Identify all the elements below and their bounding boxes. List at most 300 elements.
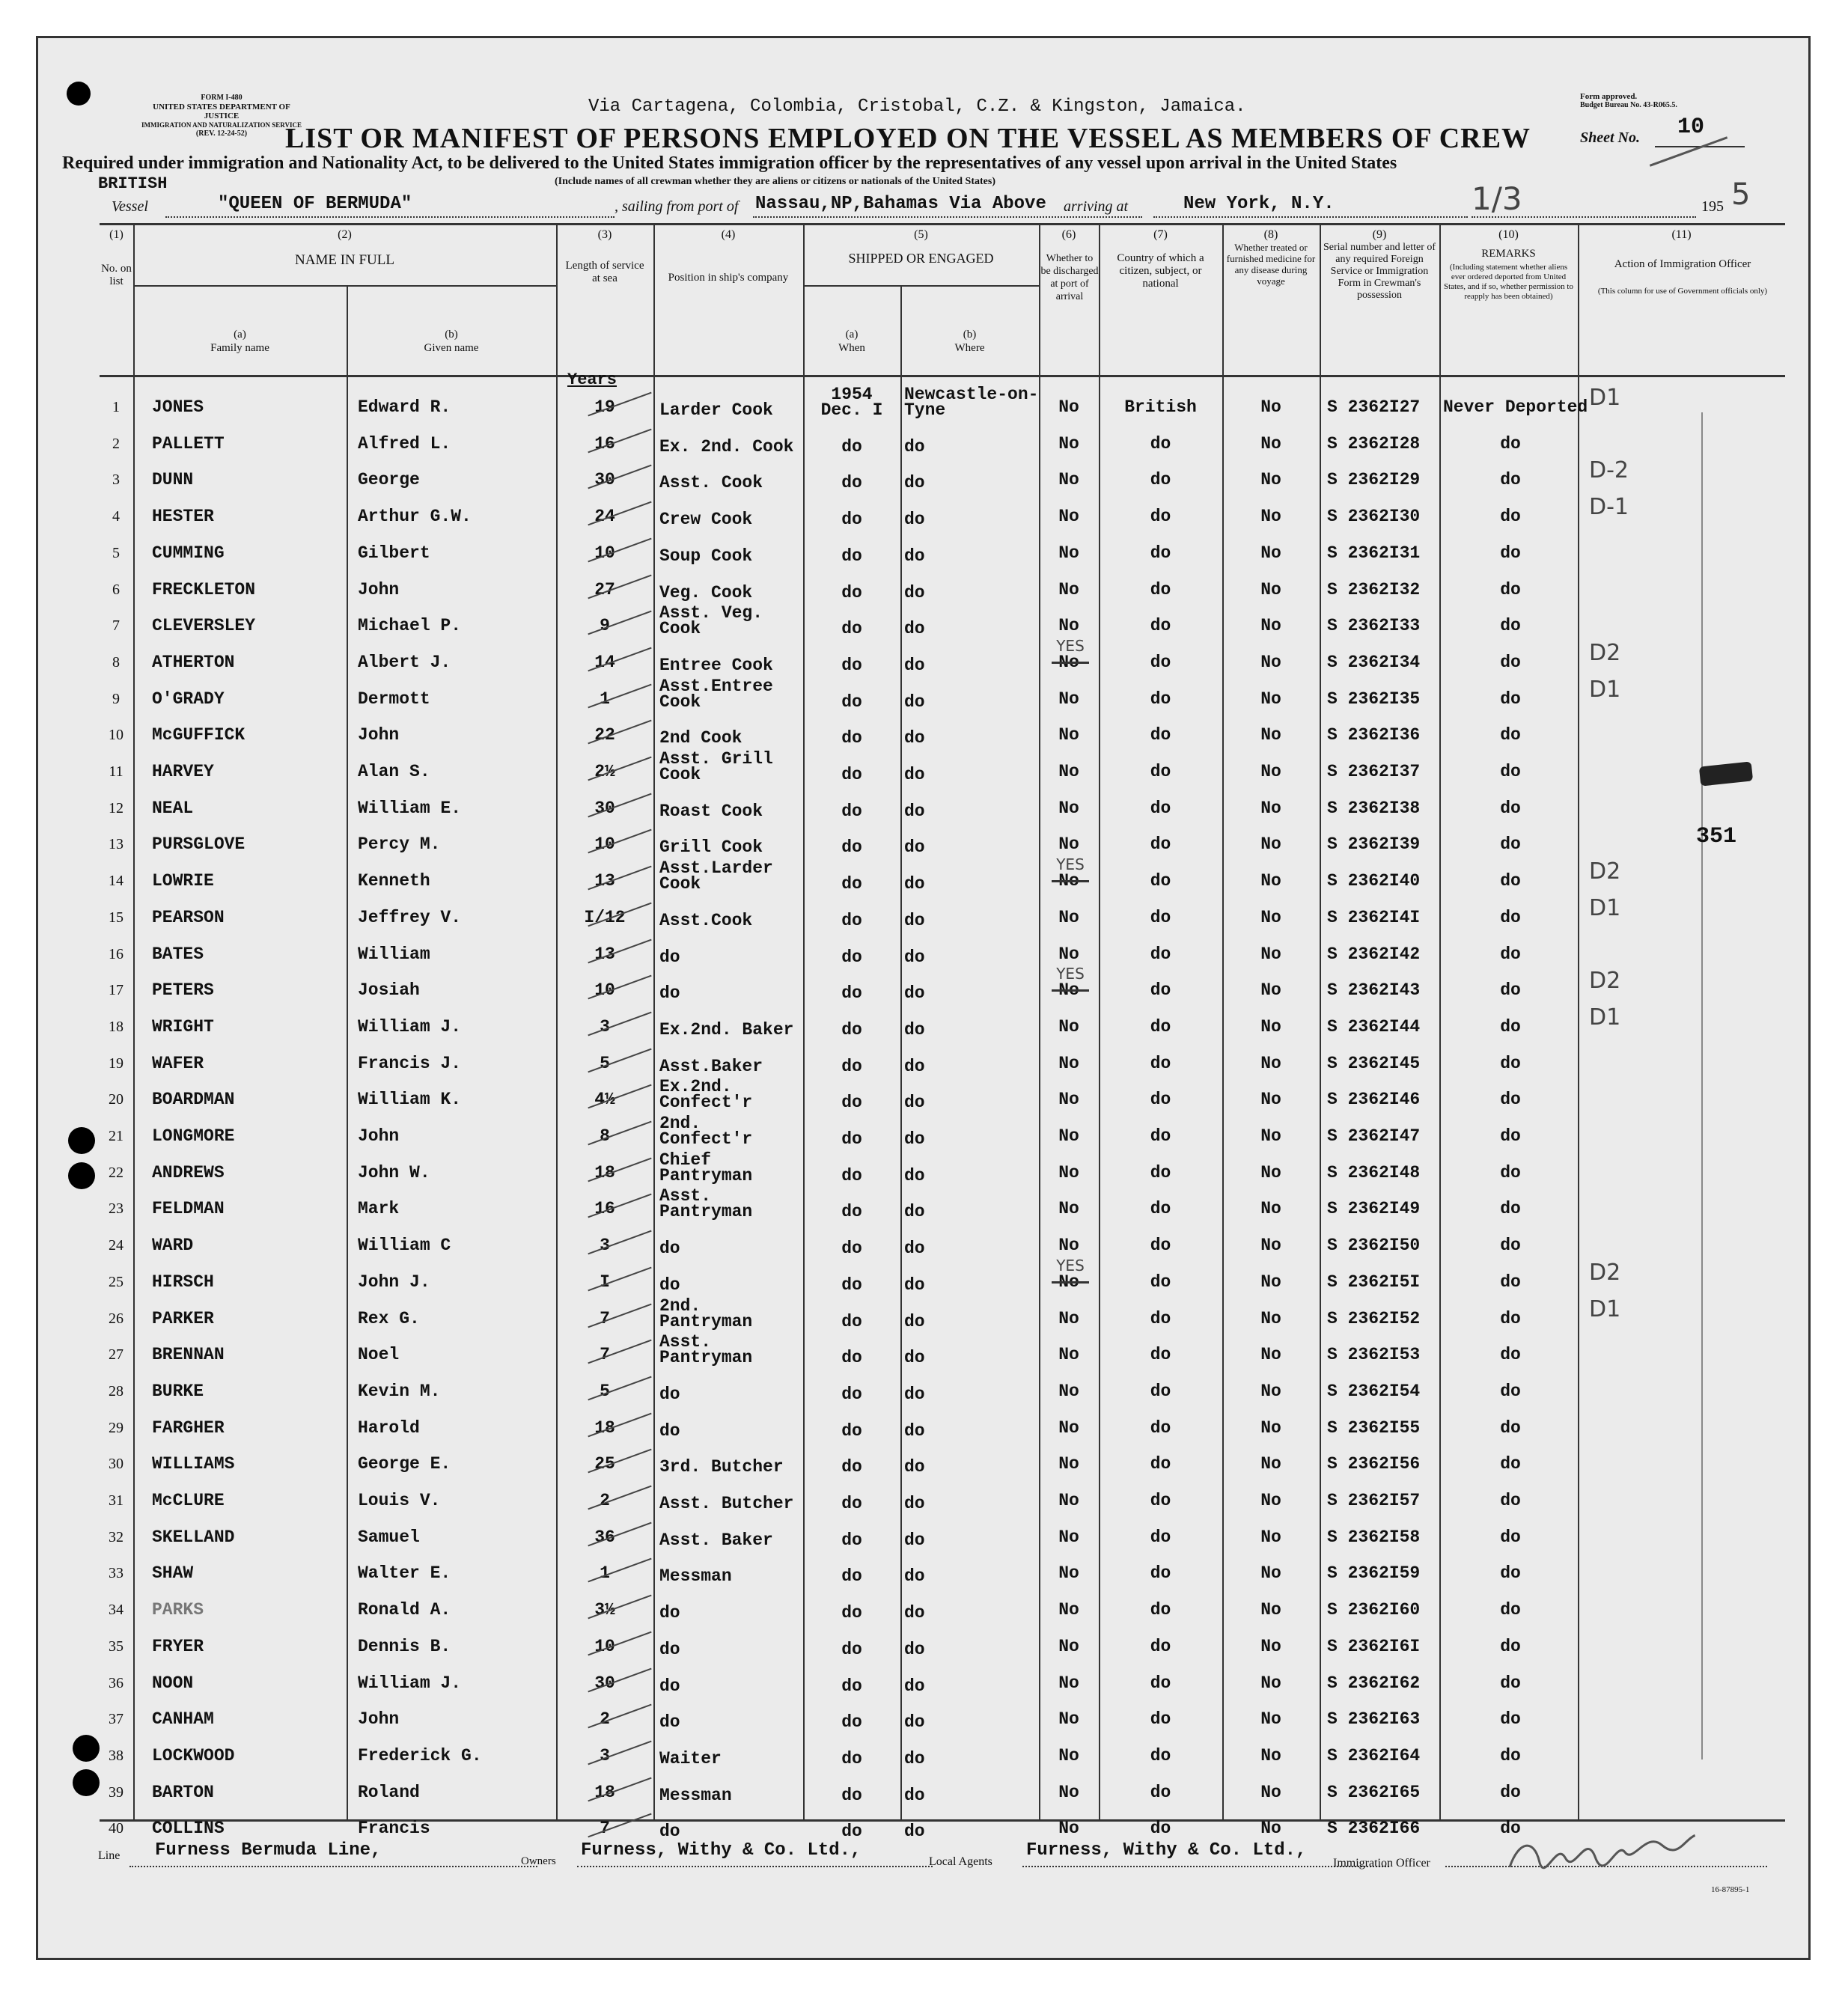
cell-remarks: do <box>1500 689 1521 709</box>
line-underline <box>129 1866 537 1867</box>
table-row <box>100 1658 1785 1695</box>
cell-serial: S 2362I49 <box>1327 1199 1421 1219</box>
cell-serial: S 2362I53 <box>1327 1345 1421 1365</box>
cell-when: do <box>841 1093 862 1113</box>
sailing-label: , sailing from port of <box>615 198 739 215</box>
cell-remarks: do <box>1500 1162 1521 1182</box>
cell-serial: S 2362I60 <box>1327 1600 1421 1620</box>
col5-number: (5) <box>914 228 928 241</box>
col11-subheader: (This column for use of Government officials only) <box>1597 287 1768 296</box>
col5b-header: Where <box>954 342 985 354</box>
row-number: 34 <box>109 1602 123 1619</box>
cell-service: 7 <box>600 1308 610 1328</box>
cell-position: Asst. Butcher <box>659 1494 794 1513</box>
cell-family: SKELLAND <box>152 1527 235 1547</box>
cell-when: do <box>841 1748 862 1768</box>
cell-where: do <box>904 1056 925 1076</box>
cell-position: do <box>659 983 680 1004</box>
row-number: 22 <box>109 1164 123 1181</box>
cell-position: do <box>659 1239 680 1259</box>
cell-position: Messman <box>659 1566 732 1587</box>
cell-position: do <box>659 1603 680 1623</box>
cell-when: do <box>841 874 862 894</box>
cell-service: 1 <box>600 689 610 709</box>
cell-where: do <box>904 983 925 1004</box>
cell-country: do <box>1150 1527 1171 1547</box>
cell-country: do <box>1150 616 1171 636</box>
cell-discharge: No <box>1058 871 1079 891</box>
cell-serial: S 2362I34 <box>1327 652 1421 672</box>
cell-where: do <box>904 1676 925 1696</box>
cell-discharge: No <box>1058 652 1079 672</box>
cell-when: do <box>841 1348 862 1368</box>
cell-family: PEARSON <box>152 907 225 927</box>
cell-where: do <box>904 1603 925 1623</box>
cell-discharge: No <box>1058 470 1079 490</box>
cell-given: Edward R. <box>358 397 451 417</box>
table-row <box>100 819 1785 856</box>
punch-hole <box>73 1769 100 1796</box>
cell-action: D1 <box>1589 1295 1621 1322</box>
cell-discharge: No <box>1058 1236 1079 1256</box>
cell-position: Asst.Cook <box>659 910 753 930</box>
cell-remarks: do <box>1500 907 1521 927</box>
row-number: 39 <box>109 1783 123 1801</box>
col10-number: (10) <box>1498 228 1519 241</box>
cell-medicine: No <box>1260 507 1281 527</box>
cell-family: NOON <box>152 1673 194 1693</box>
cell-country: do <box>1150 1272 1171 1292</box>
table-row <box>100 1622 1785 1658</box>
table-row <box>100 893 1785 930</box>
cell-service: 25 <box>594 1454 615 1474</box>
form-id: FORM I-480 <box>201 94 243 102</box>
cell-country: do <box>1150 1782 1171 1802</box>
cell-service: 3 <box>600 1236 610 1256</box>
cell-family: FARGHER <box>152 1417 225 1438</box>
row-number: 20 <box>109 1091 123 1108</box>
cell-position: do <box>659 1676 680 1696</box>
cell-medicine: No <box>1260 1236 1281 1256</box>
row-number: 6 <box>112 581 120 598</box>
cell-where: do <box>904 1420 925 1441</box>
col2-number: (2) <box>338 228 352 241</box>
cell-given: Arthur G.W. <box>358 507 472 527</box>
cell-discharge: No <box>1058 1016 1079 1037</box>
cell-discharge: No <box>1058 1126 1079 1146</box>
cell-service: 36 <box>594 1527 615 1547</box>
cell-discharge: No <box>1058 1272 1079 1292</box>
cell-position: Asst. Cook <box>659 473 763 493</box>
cell-family: HARVEY <box>152 762 214 781</box>
cell-medicine: No <box>1260 616 1281 636</box>
table-row <box>100 601 1785 638</box>
cell-where: do <box>904 692 925 712</box>
cell-country: do <box>1150 907 1171 927</box>
nationality-stamp: BRITISH <box>98 174 168 193</box>
cell-position: Ex.2nd. Baker <box>659 1019 794 1040</box>
cell-when: do <box>841 910 862 930</box>
cell-remarks: do <box>1500 980 1521 1001</box>
cell-service: 18 <box>594 1417 615 1438</box>
cell-service: 19 <box>594 397 615 417</box>
strikethrough <box>1052 880 1089 882</box>
cell-when: do <box>841 1603 862 1623</box>
cell-serial: S 2362I52 <box>1327 1308 1421 1328</box>
cell-serial: S 2362I40 <box>1327 871 1421 891</box>
cell-remarks: do <box>1500 762 1521 781</box>
cell-discharge: No <box>1058 1600 1079 1620</box>
cell-discharge: No <box>1058 689 1079 709</box>
table-row <box>100 1731 1785 1768</box>
cell-serial: S 2362I66 <box>1327 1819 1421 1839</box>
cell-service: 14 <box>594 652 615 672</box>
row-number: 37 <box>109 1711 123 1728</box>
cell-serial: S 2362I45 <box>1327 1053 1421 1073</box>
cell-serial: S 2362I64 <box>1327 1745 1421 1765</box>
cell-family: WAFER <box>152 1053 204 1073</box>
cell-country: do <box>1150 1126 1171 1146</box>
cell-when: 1954 Dec. I <box>820 385 883 420</box>
cell-remarks: do <box>1500 1673 1521 1693</box>
table-row <box>100 1330 1785 1367</box>
cell-position: Asst.Baker <box>659 1056 763 1076</box>
vessel-label: Vessel <box>112 198 148 215</box>
cell-remarks: do <box>1500 798 1521 818</box>
cell-serial: S 2362I48 <box>1327 1162 1421 1182</box>
cell-when: do <box>841 1420 862 1441</box>
cell-action: D1 <box>1589 894 1621 921</box>
row-number: 19 <box>109 1054 123 1072</box>
cell-country: do <box>1150 1016 1171 1037</box>
crew-rows <box>100 382 1785 1842</box>
cell-country: do <box>1150 652 1171 672</box>
cell-country: do <box>1150 1199 1171 1219</box>
row-number: 31 <box>109 1492 123 1509</box>
cell-service: 3 <box>600 1016 610 1037</box>
cell-given: Michael P. <box>358 616 462 636</box>
table-row <box>100 528 1785 565</box>
cell-discharge: No <box>1058 1636 1079 1656</box>
col1-header: No. on list <box>101 263 132 287</box>
cell-discharge: No <box>1058 1053 1079 1073</box>
cell-discharge: No <box>1058 725 1079 745</box>
cell-service: 13 <box>594 871 615 891</box>
years-label: Years <box>567 370 617 389</box>
sailing-underline <box>753 216 1142 218</box>
cell-when: do <box>841 1129 862 1149</box>
cell-family: CLEVERSLEY <box>152 616 256 636</box>
cell-serial: S 2362I33 <box>1327 616 1421 636</box>
cell-where: do <box>904 510 925 530</box>
cell-service: 22 <box>594 725 615 745</box>
cell-medicine: No <box>1260 1745 1281 1765</box>
col5a-label: (a) <box>845 329 859 341</box>
cell-discharge: No <box>1058 1199 1079 1219</box>
cell-country: do <box>1150 762 1171 781</box>
table-row <box>100 1221 1785 1257</box>
cell-given: Harold <box>358 1417 420 1438</box>
cell-medicine: No <box>1260 1636 1281 1656</box>
row-number: 2 <box>112 435 120 452</box>
cell-medicine: No <box>1260 1527 1281 1547</box>
cell-country: do <box>1150 1745 1171 1765</box>
table-row <box>100 492 1785 528</box>
cell-family: ATHERTON <box>152 652 235 672</box>
cell-medicine: No <box>1260 725 1281 745</box>
cell-serial: S 2362I35 <box>1327 689 1421 709</box>
cell-remarks: do <box>1500 1563 1521 1584</box>
cell-service: 10 <box>594 1636 615 1656</box>
col3-header: Length of service at sea <box>565 260 644 284</box>
cell-position: Waiter <box>659 1748 722 1768</box>
col10-subheader: (Including statement whether aliens ever ordered deported from United States, and if so, whether permission to reapply has been obtained) <box>1444 263 1573 301</box>
row-number: 38 <box>109 1747 123 1764</box>
cell-family: McGUFFICK <box>152 725 246 745</box>
cell-serial: S 2362I36 <box>1327 725 1421 745</box>
col8-number: (8) <box>1263 228 1278 241</box>
row-number: 40 <box>109 1820 123 1837</box>
cell-discharge: No <box>1058 1709 1079 1730</box>
cell-where: do <box>904 1348 925 1368</box>
pencil-mark <box>1650 136 1727 166</box>
arrival-date-handwritten: 1/3 <box>1472 180 1522 217</box>
cell-remarks: Never Deported <box>1443 397 1588 417</box>
strikethrough <box>1052 989 1089 992</box>
cell-medicine: No <box>1260 871 1281 891</box>
col6-number: (6) <box>1061 228 1076 241</box>
cell-position: Roast Cook <box>659 801 763 821</box>
cell-country: do <box>1150 1308 1171 1328</box>
cell-when: do <box>841 1384 862 1404</box>
table-row <box>100 856 1785 893</box>
cell-medicine: No <box>1260 543 1281 563</box>
cell-where: do <box>904 582 925 602</box>
cell-where: do <box>904 1530 925 1550</box>
cell-remarks: do <box>1500 1053 1521 1073</box>
officer-label: Immigration Officer <box>1333 1857 1430 1870</box>
cell-position: 2nd. Confect'r <box>659 1114 753 1149</box>
cell-given: Jeffrey V. <box>358 907 462 927</box>
cell-country: do <box>1150 1673 1171 1693</box>
cell-medicine: No <box>1260 944 1281 964</box>
cell-remarks: do <box>1500 1308 1521 1328</box>
cell-serial: S 2362I46 <box>1327 1090 1421 1110</box>
cell-family: WARD <box>152 1236 194 1256</box>
cell-medicine: No <box>1260 1126 1281 1146</box>
cell-position: do <box>659 1384 680 1404</box>
cell-when: do <box>841 1676 862 1696</box>
cell-position: do <box>659 1822 680 1842</box>
table-row <box>100 1002 1785 1039</box>
arriving-label: arriving at <box>1064 198 1129 215</box>
cell-given: William C <box>358 1236 451 1256</box>
row-number: 11 <box>109 763 123 780</box>
cell-country: British <box>1124 397 1197 417</box>
sheet-no-label: Sheet No. <box>1580 129 1640 146</box>
cell-service: 8 <box>600 1126 610 1146</box>
cell-remarks: do <box>1500 1745 1521 1765</box>
cell-where: do <box>904 546 925 566</box>
required-statement-text: equired under immigration and Nationality Act, to be delivered to the United States immigration officer by the representatives of any vessel upon arrival in the United States <box>75 153 1397 173</box>
table-row <box>100 1184 1785 1221</box>
owners-label: Owners <box>521 1855 556 1867</box>
cell-medicine: No <box>1260 1090 1281 1110</box>
cell-family: DUNN <box>152 470 194 490</box>
table-row <box>100 455 1785 492</box>
discharge-handwritten: YES <box>1056 1256 1085 1275</box>
form-header-block <box>135 94 308 138</box>
vessel-name: "QUEEN OF BERMUDA" <box>218 194 412 214</box>
cell-where: do <box>904 1311 925 1331</box>
cell-medicine: No <box>1260 1454 1281 1474</box>
cell-where: do <box>904 619 925 639</box>
cell-medicine: No <box>1260 1673 1281 1693</box>
col7-number: (7) <box>1153 228 1168 241</box>
cell-discharge: No <box>1058 1381 1079 1401</box>
col6-header: Whether to be discharged at port of arrival <box>1040 253 1099 302</box>
cell-where: do <box>904 874 925 894</box>
cell-service: 2½ <box>594 762 615 781</box>
cell-when: do <box>841 1056 862 1076</box>
cell-given: Louis V. <box>358 1491 441 1510</box>
cell-medicine: No <box>1260 470 1281 490</box>
cell-remarks: do <box>1500 1527 1521 1547</box>
table-row <box>100 930 1785 966</box>
cell-serial: S 2362I43 <box>1327 980 1421 1001</box>
cell-action: D2 <box>1589 858 1621 885</box>
cell-position: do <box>659 1639 680 1659</box>
cell-country: do <box>1150 980 1171 1001</box>
year-handwritten: 5 <box>1731 177 1751 212</box>
cell-discharge: No <box>1058 834 1079 855</box>
table-row <box>100 784 1785 820</box>
cell-country: do <box>1150 543 1171 563</box>
cell-when: do <box>841 1239 862 1259</box>
cell-given: William E. <box>358 798 462 818</box>
cell-family: PARKER <box>152 1308 214 1328</box>
line-label: Line <box>98 1849 121 1862</box>
cell-position: Asst. Pantryman <box>659 1332 753 1368</box>
cell-given: Walter E. <box>358 1563 451 1584</box>
cell-where: do <box>904 473 925 493</box>
cell-where: do <box>904 1457 925 1477</box>
col3-number: (3) <box>597 228 612 241</box>
cell-serial: S 2362I54 <box>1327 1381 1421 1401</box>
cell-country: do <box>1150 798 1171 818</box>
cell-family: JONES <box>152 397 204 417</box>
cell-discharge: No <box>1058 1673 1079 1693</box>
cell-country: do <box>1150 1236 1171 1256</box>
cell-when: do <box>841 837 862 858</box>
cell-family: SHAW <box>152 1563 194 1584</box>
cell-when: do <box>841 473 862 493</box>
punch-hole <box>68 1162 95 1189</box>
cell-discharge: No <box>1058 1563 1079 1584</box>
cell-medicine: No <box>1260 980 1281 1001</box>
cell-country: do <box>1150 944 1171 964</box>
punch-hole <box>68 1127 95 1154</box>
row-number: 4 <box>112 508 120 525</box>
cell-remarks: do <box>1500 944 1521 964</box>
col11-header: Action of Immigration Officer <box>1614 258 1751 270</box>
cell-discharge: No <box>1058 433 1079 454</box>
cell-family: NEAL <box>152 798 194 818</box>
cell-serial: S 2362I63 <box>1327 1709 1421 1730</box>
cell-when: do <box>841 436 862 457</box>
cell-medicine: No <box>1260 1381 1281 1401</box>
cell-discharge: No <box>1058 1527 1079 1547</box>
cell-position: do <box>659 1275 680 1295</box>
cell-position: Crew Cook <box>659 510 753 530</box>
cell-serial: S 2362I39 <box>1327 834 1421 855</box>
arriving-underline <box>1153 216 1468 218</box>
include-note: (Include names of all crewman whether they are aliens or citizens or nationals of the United States) <box>555 176 995 187</box>
cell-family: McCLURE <box>152 1491 225 1510</box>
cell-family: PURSGLOVE <box>152 834 246 855</box>
cell-where: do <box>904 947 925 967</box>
cell-where: do <box>904 801 925 821</box>
cell-position: Asst. Grill Cook <box>659 749 773 784</box>
page-title: LIST OR MANIFEST OF PERSONS EMPLOYED ON THE VESSEL AS MEMBERS OF CREW <box>285 123 1531 154</box>
row-number: 24 <box>109 1237 123 1254</box>
cell-serial: S 2362I38 <box>1327 798 1421 818</box>
cell-service: 7 <box>600 1345 610 1365</box>
cell-given: Frederick G. <box>358 1745 482 1765</box>
cell-position: Asst. Pantryman <box>659 1186 753 1222</box>
cell-medicine: No <box>1260 579 1281 599</box>
cell-discharge: No <box>1058 1745 1079 1765</box>
cell-where: do <box>904 1129 925 1149</box>
cell-remarks: do <box>1500 1236 1521 1256</box>
cell-medicine: No <box>1260 907 1281 927</box>
manifest-sheet <box>36 36 1811 1960</box>
cell-where: do <box>904 436 925 457</box>
cell-discharge: No <box>1058 1308 1079 1328</box>
table-row <box>100 710 1785 747</box>
table-row <box>100 674 1785 711</box>
cell-discharge: No <box>1058 798 1079 818</box>
cell-position: Grill Cook <box>659 837 763 858</box>
cell-where: do <box>904 1384 925 1404</box>
strikethrough <box>1052 1281 1089 1284</box>
sailing-port: Nassau,NP,Bahamas Via Above <box>755 194 1046 214</box>
cell-when: do <box>841 1785 862 1805</box>
cell-position: Asst.Entree Cook <box>659 676 773 712</box>
cell-given: Josiah <box>358 980 420 1001</box>
cell-serial: S 2362I58 <box>1327 1527 1421 1547</box>
cell-discharge: No <box>1058 980 1079 1001</box>
cell-given: Dermott <box>358 689 430 709</box>
cell-when: do <box>841 947 862 967</box>
cell-family: ANDREWS <box>152 1162 225 1182</box>
col11-number: (11) <box>1671 228 1692 241</box>
cell-given: Mark <box>358 1199 400 1219</box>
cell-where: do <box>904 765 925 784</box>
cell-medicine: No <box>1260 1162 1281 1182</box>
cell-serial: S 2362I50 <box>1327 1236 1421 1256</box>
cell-serial: S 2362I30 <box>1327 507 1421 527</box>
cell-when: do <box>841 801 862 821</box>
col7-header: Country of which a citizen, subject, or national <box>1117 252 1204 290</box>
cell-when: do <box>841 510 862 530</box>
footer-code: 16-87895-1 <box>1711 1885 1750 1894</box>
cell-discharge: No <box>1058 907 1079 927</box>
cell-remarks: do <box>1500 616 1521 636</box>
cell-serial: S 2362I62 <box>1327 1673 1421 1693</box>
cell-medicine: No <box>1260 1819 1281 1839</box>
cell-when: do <box>841 983 862 1004</box>
